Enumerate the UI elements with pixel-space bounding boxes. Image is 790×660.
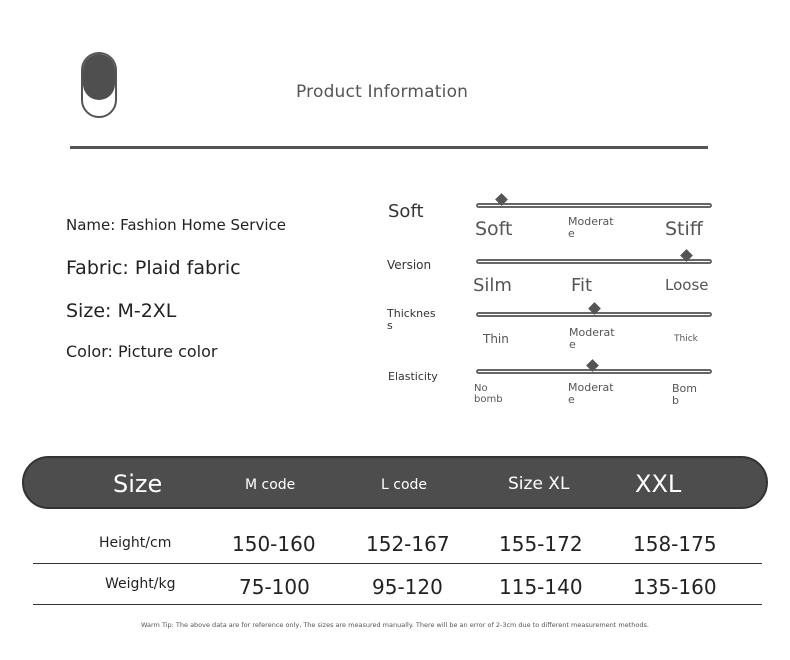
attribute-option: Bom b — [672, 382, 697, 408]
attribute-scale-version — [476, 259, 712, 264]
table-header-m: M code — [245, 477, 296, 493]
attribute-option: Fit — [571, 275, 593, 296]
size-table-header — [22, 456, 768, 509]
attribute-option: Moderat e — [568, 381, 614, 407]
spec-name: Name: Fashion Home Service — [66, 216, 286, 234]
row-label-weight: Weight/kg — [105, 576, 176, 592]
attribute-option: Stiff — [665, 218, 703, 240]
attribute-option: Soft — [475, 218, 513, 240]
attribute-option: No bomb — [474, 383, 503, 405]
spec-fabric: Fabric: Plaid fabric — [66, 257, 241, 279]
table-cell: 155-172 — [499, 532, 583, 556]
table-header-xxl: XXL — [635, 470, 682, 498]
attribute-label-version: Version — [387, 258, 432, 272]
table-cell: 152-167 — [366, 532, 450, 556]
attribute-label-soft: Soft — [388, 201, 424, 222]
table-cell: 150-160 — [232, 532, 316, 556]
table-divider — [33, 604, 762, 605]
table-cell: 158-175 — [633, 532, 717, 556]
attribute-option: Moderat e — [568, 215, 614, 241]
logo-icon — [81, 52, 117, 118]
page-title: Product Information — [296, 82, 469, 102]
table-cell: 135-160 — [633, 575, 717, 599]
table-header-l: L code — [381, 477, 428, 493]
table-header-size: Size — [113, 470, 163, 498]
table-cell: 95-120 — [372, 575, 443, 599]
attribute-scale-soft — [476, 203, 712, 208]
table-cell: 75-100 — [239, 575, 310, 599]
attribute-option: Moderat e — [569, 326, 615, 352]
attribute-option: Loose — [665, 276, 709, 294]
attribute-option: Silm — [473, 275, 512, 296]
table-header-xl: Size XL — [508, 474, 570, 494]
spec-size: Size: M-2XL — [66, 300, 177, 322]
spec-color: Color: Picture color — [66, 342, 218, 361]
attribute-label-elasticity: Elasticity — [388, 370, 438, 383]
attribute-option: Thin — [483, 332, 509, 346]
attribute-label-thickness: Thicknes s — [387, 307, 436, 333]
table-divider — [33, 563, 762, 564]
row-label-height: Height/cm — [99, 535, 172, 551]
warm-tip: Warm Tip: The above data are for reference only, The sizes are measured manually. There will be an error of 2-3cm due to different measurement methods. — [141, 621, 649, 629]
header-divider — [70, 146, 708, 149]
attribute-option: Thick — [674, 334, 698, 344]
table-cell: 115-140 — [499, 575, 583, 599]
